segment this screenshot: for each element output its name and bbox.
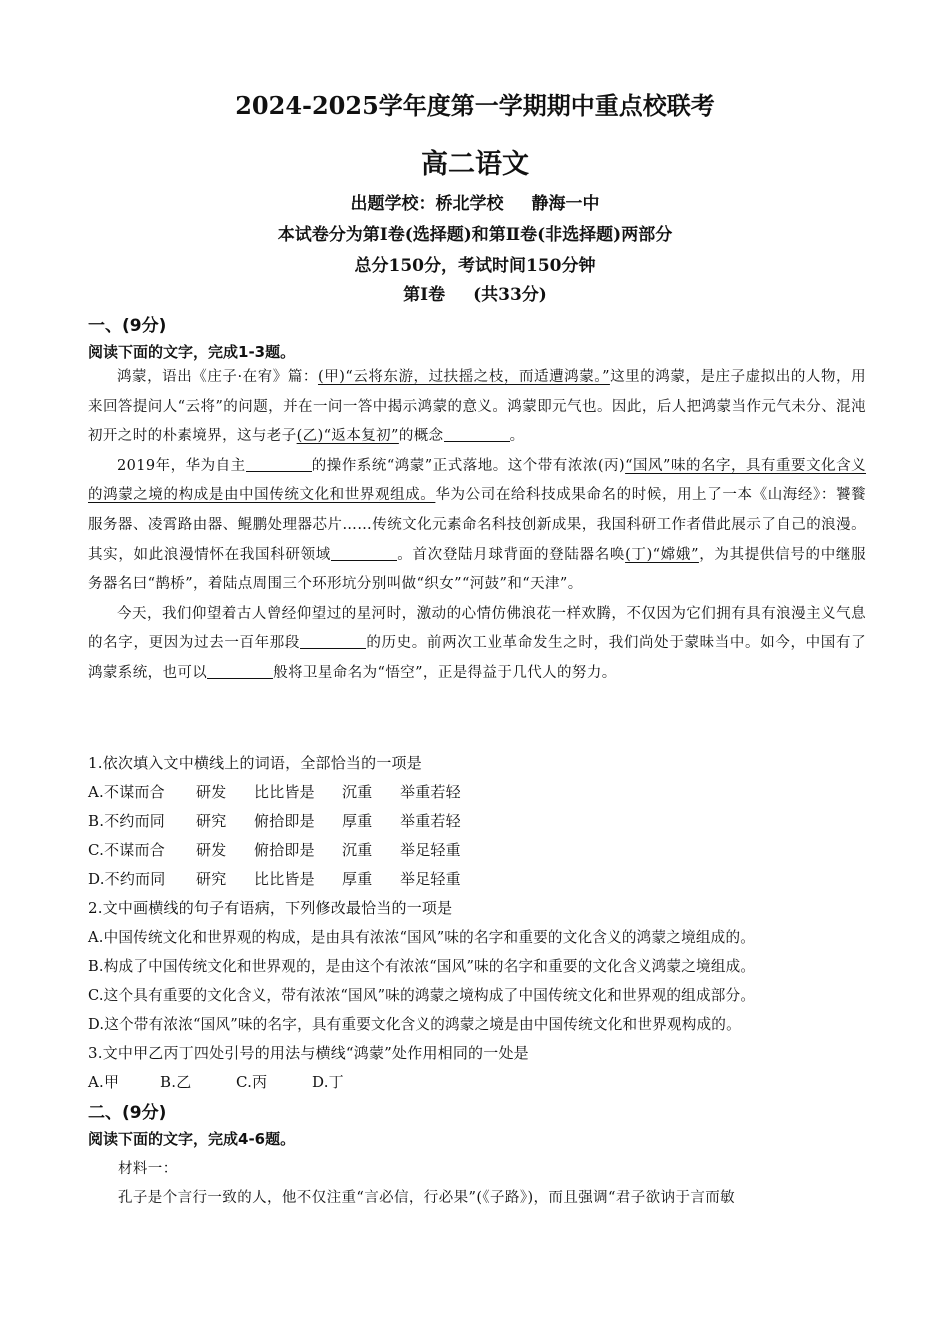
q2-option-a[interactable]: A.中国传统文化和世界观的构成，是由具有浓浓“国风”味的名字和重要的文化含义的鸿蒙之境组成的。 bbox=[88, 929, 756, 946]
question-3: 3.文中甲乙丙丁四处引号的用法与横线“鸿蒙”处作用相同的一处是 bbox=[88, 1044, 529, 1062]
volume-line bbox=[0, 280, 950, 305]
option-text: 俯拾即是 bbox=[254, 841, 315, 859]
option-text: 比比皆是 bbox=[254, 870, 315, 888]
option-text: 举重若轻 bbox=[400, 812, 461, 830]
section-2-heading: 二、(9分) bbox=[88, 1103, 167, 1123]
p2-quote-ding: (丁)“嫦娥” bbox=[625, 546, 699, 563]
q1-option-a[interactable] bbox=[88, 781, 461, 802]
option-text: 研发 bbox=[196, 841, 227, 859]
q2-option-d[interactable]: D.这个带有浓浓“国风”味的名字，具有重要文化含义的鸿蒙之境是由中国传统文化和世界观构成的。 bbox=[88, 1016, 741, 1033]
section-1-instruction: 阅读下面的文字，完成1-3题。 bbox=[88, 343, 296, 361]
passage-paragraph-3 bbox=[88, 600, 866, 689]
option-text: 沉重 bbox=[342, 783, 373, 801]
p2-text-e: ，为其提供信号的中继服务器名曰“鹊桥”，着陆点周围三个环形坑分别叫做“织女”“河鼓”和“天津”。 bbox=[88, 546, 866, 593]
p2-text-a: 2019年，华为自主 bbox=[117, 457, 246, 474]
option-text: 研究 bbox=[196, 812, 227, 830]
underlined-sentence: “国风”味的名字，具有重要文化含义的鸿蒙之境的构成是由中国传统文化和世界观组成。 bbox=[88, 457, 867, 504]
section-2-passage-line: 孔子是个言行一致的人，他不仅注重“言必信，行必果”(《子路》)，而且强调“君子欲讷于言而敏 bbox=[118, 1190, 736, 1206]
p2-text-d: 。首次登陆月球背面的登陆器名唤 bbox=[396, 546, 626, 563]
option-text: 研究 bbox=[196, 870, 227, 888]
question-2: 2.文中画横线的句子有语病，下列修改最恰当的一项是 bbox=[88, 899, 453, 917]
subject-title: 高二语文 bbox=[421, 149, 529, 180]
q3-option-a[interactable]: A.甲 bbox=[88, 1073, 120, 1091]
schools-line bbox=[0, 189, 950, 214]
option-text: 举重若轻 bbox=[400, 783, 461, 801]
fill-blank[interactable] bbox=[207, 662, 273, 679]
p1-quote-jia: (甲)“云将东游，过扶摇之枝，而适遭鸿蒙。” bbox=[317, 369, 610, 385]
option-text: 举足轻重 bbox=[400, 870, 461, 888]
option-text: 比比皆是 bbox=[254, 783, 315, 801]
q2-option-c[interactable]: C.这个具有重要的文化含义，带有浓浓“国风”味的鸿蒙之境构成了中国传统文化和世界观的组成部分。 bbox=[88, 987, 756, 1004]
option-text: 研发 bbox=[196, 783, 227, 801]
volume-score: (共33分) bbox=[473, 285, 547, 305]
q3-option-d[interactable]: D.丁 bbox=[312, 1073, 344, 1091]
q1-option-c[interactable] bbox=[88, 839, 461, 860]
p1-quote-yi: (乙)“返本复初” bbox=[296, 428, 399, 445]
option-text: 举足轻重 bbox=[400, 841, 461, 859]
passage-paragraph-2 bbox=[88, 452, 866, 600]
q1-option-d[interactable] bbox=[88, 868, 461, 889]
option-text: 俯拾即是 bbox=[254, 812, 315, 830]
p2-text-b: 的操作系统“鸿蒙”正式落地。这个带有浓浓(丙) bbox=[311, 457, 626, 474]
option-text: 厚重 bbox=[342, 870, 373, 888]
p1-text-c: 的概念 bbox=[398, 428, 444, 445]
p3-text-b: 的历史。前两次工业革命发生之时，我们尚处于蒙昧当中。如今，中国有了鸿蒙系统，也可以 bbox=[88, 635, 866, 681]
q3-option-c[interactable]: C.丙 bbox=[236, 1073, 268, 1091]
option-text: 沉重 bbox=[342, 841, 373, 859]
fill-blank[interactable] bbox=[300, 632, 366, 649]
fill-blank[interactable] bbox=[444, 425, 510, 442]
volume-label: 第Ⅰ卷 bbox=[403, 285, 446, 305]
p3-text-a: 今天，我们仰望着古人曾经仰望过的星河时，激动的心情仿佛浪花一样欢腾，不仅因为它们拥有具有浪漫主义气息的名字，更因为过去一百年那段 bbox=[88, 605, 866, 652]
q1-option-b[interactable] bbox=[88, 810, 461, 831]
school-2: 静海一中 bbox=[531, 194, 600, 214]
p1-text-a: 鸿蒙，语出《庄子·在宥》篇： bbox=[117, 369, 318, 385]
exam-title: 2024-2025学年度第一学期期中重点校联考 bbox=[235, 91, 715, 120]
option-text: 厚重 bbox=[342, 812, 373, 830]
section-2-instruction: 阅读下面的文字，完成4-6题。 bbox=[88, 1130, 296, 1148]
p3-text-c: 般将卫星命名为“悟空”，正是得益于几代人的努力。 bbox=[273, 664, 617, 681]
p1-text-b: 这里的鸿蒙，是庄子虚拟出的人物，用来回答提问人“云将”的问题，并在一问一答中揭示鸿蒙的意义。鸿蒙即元气也。因此，后人把鸿蒙当作元气未分、混沌初开之时的朴素境界，这与老子 bbox=[88, 369, 866, 445]
option-text: A.不谋而合 bbox=[88, 783, 165, 801]
passage-paragraph-1 bbox=[88, 363, 866, 452]
q3-options bbox=[88, 1071, 344, 1092]
fill-blank[interactable] bbox=[331, 544, 397, 561]
q2-option-b[interactable]: B.构成了中国传统文化和世界观的，是由这个有浓浓“国风”味的名字和重要的文化含义鸿蒙之境组成。 bbox=[88, 958, 756, 975]
option-text: C.不谋而合 bbox=[88, 841, 165, 859]
option-text: D.不约而同 bbox=[88, 870, 166, 888]
q3-option-b[interactable]: B.乙 bbox=[160, 1073, 192, 1091]
score-time-line: 总分150分，考试时间150分钟 bbox=[354, 256, 596, 276]
p1-text-end: 。 bbox=[509, 428, 525, 445]
section-1-heading: 一、(9分) bbox=[88, 316, 167, 336]
section-1-passage bbox=[88, 363, 866, 689]
structure-line: 本试卷分为第Ⅰ卷(选择题)和第Ⅱ卷(非选择题)两部分 bbox=[277, 225, 673, 245]
p2-text-c: 华为公司在给科技成果命名的时候，用上了一本《山海经》：饕餮服务器、凌霄路由器、鲲鹏处理器芯片……传统文化元素命名科技创新成果，我国科研工作者借此展示了自己的浪漫。其实，如此浪漫情怀在我国科研领域 bbox=[88, 487, 866, 563]
material-label: 材料一： bbox=[118, 1161, 178, 1177]
option-text: B.不约而同 bbox=[88, 812, 165, 830]
question-1: 1.依次填入文中横线上的词语，全部恰当的一项是 bbox=[88, 754, 422, 772]
fill-blank[interactable] bbox=[246, 455, 312, 472]
school-1: 出题学校：桥北学校 bbox=[350, 194, 504, 214]
